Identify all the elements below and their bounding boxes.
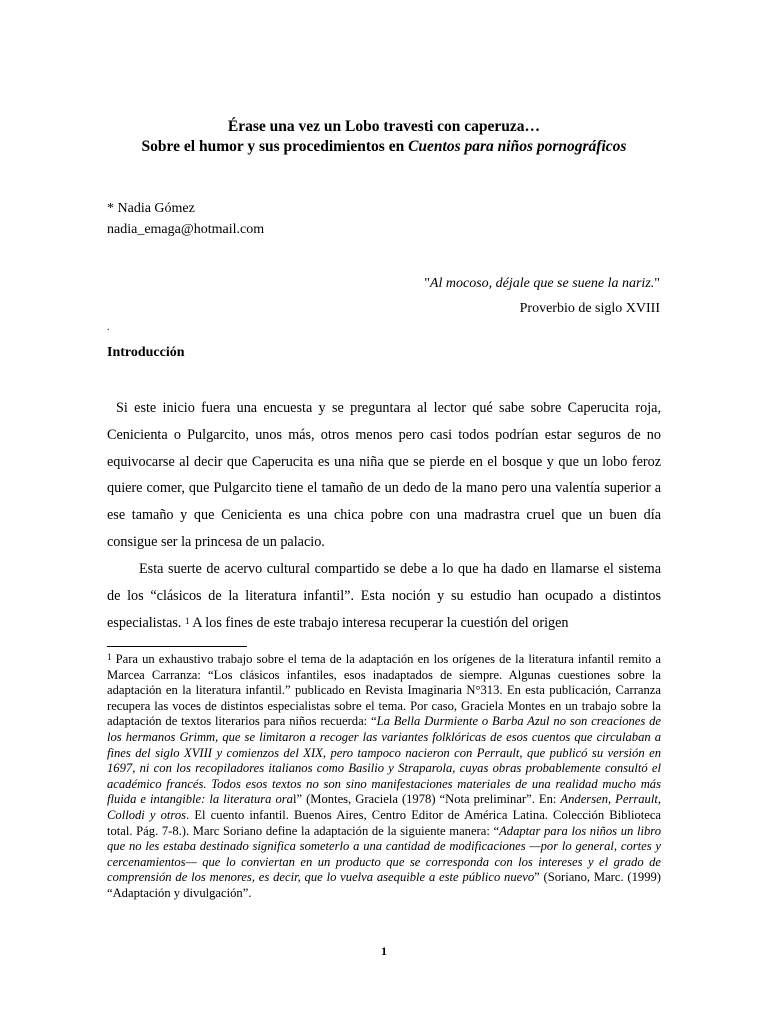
epigraph-text	[424, 271, 660, 296]
title-line-2	[0, 138, 768, 156]
epigraph-close-quote: "	[654, 276, 660, 291]
footnote-italic-3: Adaptar para los niños un libro que no les estaba destinado significa someterlo a una cantidad de modificaciones —por lo general, cortes y cercenamientos— que lo conviertan en un producto que se corresponda con los intereses y el grado de comprensión de los menores, es decir, que lo vuelva asequible a este público nuevo	[107, 823, 661, 885]
page-number: 1	[381, 944, 387, 958]
author-block	[107, 198, 264, 240]
paragraph-2-text-b: A los fines de este trabajo interesa recuperar la cuestión del origen	[189, 614, 569, 631]
footnote-separator	[107, 646, 247, 647]
section-heading: Introducción	[107, 345, 185, 360]
epigraph-open-quote: "	[424, 276, 430, 291]
epigraph-source: Proverbio de siglo XVIII	[519, 301, 660, 316]
stray-dot: .	[107, 322, 110, 333]
footnote-italic-1: La Bella Durmiente o Barba Azul no son creaciones de los hermanos Grimm, que se limitaron a recoger las variantes folklóricas de esos cuentos que circulaban a fines del siglo XVIII y comienzos del XIX, pero tampoco nacieron con Perrault, que publicó su versión en 1697, ni con los recopiladores italianos como Basilio y Straparola, cuyas obras probablemente consultó el académico francés. Todos esos textos no son sino manifestaciones materiales de una realidad mucho más fluida e intangible: la literatura ora	[107, 714, 662, 807]
paragraph-2	[107, 556, 661, 636]
author-email: nadia_emaga@hotmail.com	[107, 222, 265, 237]
footnote-text-2: l” (Montes, Graciela (1978) “Nota preliminar”. En:	[292, 792, 561, 807]
footnote-text-3: . El cuento infantil. Buenos Aires, Centro Editor de América Latina. Colección Biblioteca total. Pág. 7-8.). Marc Soriano define la adaptación de la siguiente manera: “	[107, 807, 662, 838]
epigraph-quote: Al mocoso, déjale que se suene la nariz.	[429, 276, 655, 291]
paragraph-2-text-a: Esta suerte de acervo cultural compartido se debe a lo que ha dado en llamarse el sistema de los “clásicos de la literatura infantil”. Esta noción y su estudio han ocupado a distintos especialistas.	[107, 561, 661, 631]
footnote-number: 1	[107, 652, 112, 662]
epigraph	[424, 271, 660, 321]
footnote-ref[interactable]: 1	[185, 615, 190, 626]
author-name: * Nadia Gómez	[107, 201, 195, 216]
footnote-italic-2: Andersen, Perrault, Collodi y otros	[107, 792, 661, 822]
title-line-1: Érase una vez un Lobo travesti con caperuza…	[227, 118, 541, 135]
title-book-name: Cuentos para niños pornográficos	[408, 138, 627, 155]
footnote	[107, 652, 661, 902]
footnote-text-1: Para un exhaustivo trabajo sobre el tema de la adaptación en los orígenes de la literatura infantil remito a Marcea Carranza: “Los clásicos infantiles, esos inadaptados de siempre. Algunas cuestiones sobre la adaptación en la literatura infantil.” publicado en Revista Imaginaria N°313. En esta publicación, Carranza recupera las voces de distintos especialistas sobre el tema. Por caso, Graciela Montes en un trabajo sobre la adaptación de textos literarios para niños recuerda: “	[107, 652, 661, 729]
paragraph-1: Si este inicio fuera una encuesta y se preguntara al lector qué sabe sobre Caperucita roja, Cenicienta o Pulgarcito, unos más, otros menos pero casi todos podrían estar seguros de no equivocarse al decir que Caperucita es una niña que se pierde en el bosque y que un lobo feroz quiere comer, que Pulgarcito tiene el tamaño de un dedo de la mano pero una valentía superior a ese tamaño y que Cenicienta es una chica pobre con una madrastra cruel que un buen día consigue ser la princesa de un palacio.	[107, 400, 661, 550]
title-line-2-text: Sobre el humor y sus procedimientos en	[141, 138, 409, 155]
footnote-text-4: ” (Soriano, Marc. (1999) “Adaptación y divulgación”.	[107, 870, 661, 900]
